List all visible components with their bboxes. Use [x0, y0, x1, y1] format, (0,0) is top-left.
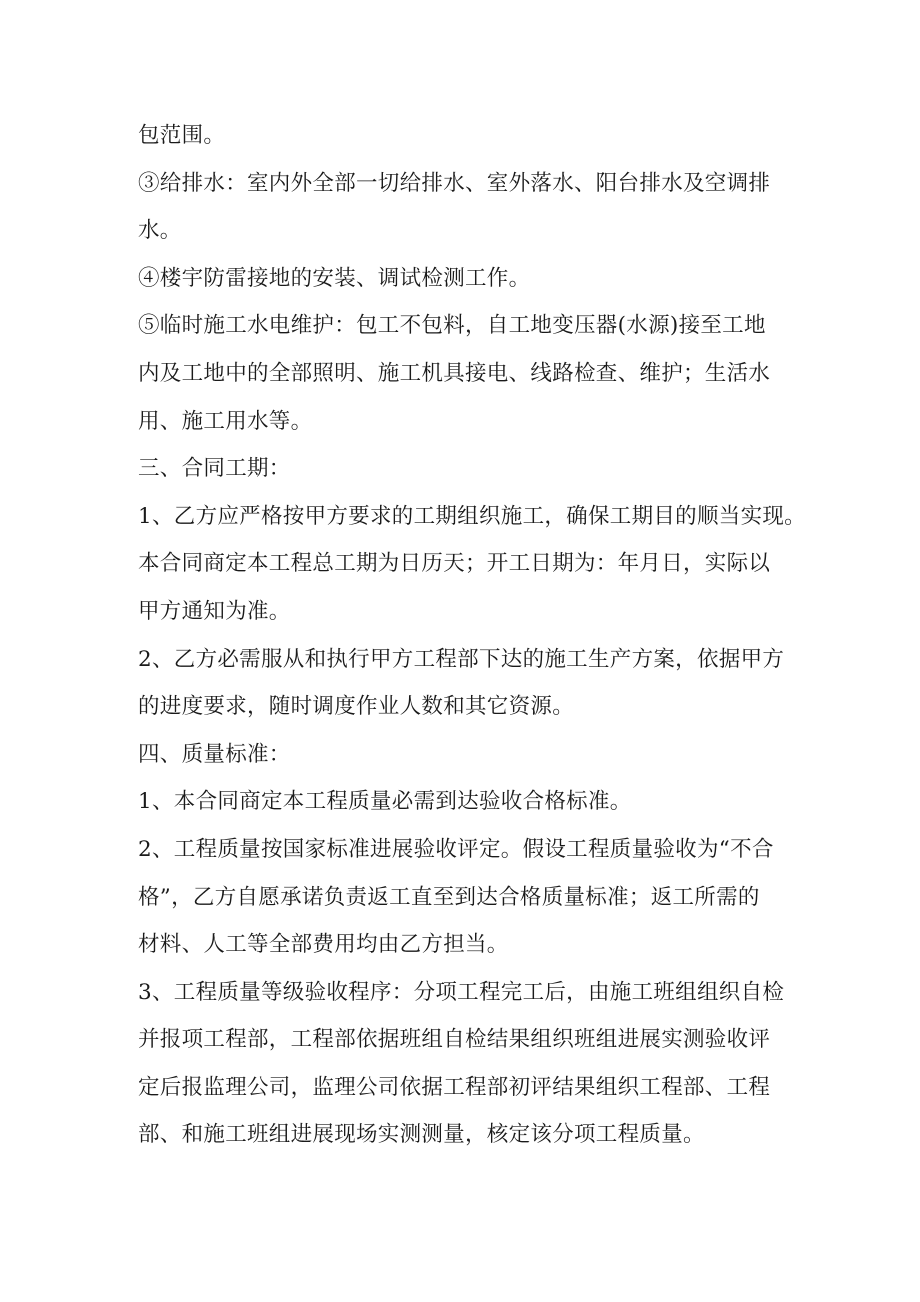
- section-heading: 三、合同工期：: [138, 456, 291, 482]
- text-line: 定后报监理公司，监理公司依据工程部初评结果组织工程部、工程: [138, 1074, 771, 1100]
- text-line: 材料、人工等全部费用均由乙方担当。: [138, 932, 509, 958]
- text-line: 1、本合同商定本工程质量必需到达验收合格标准。: [138, 789, 632, 815]
- text-line: 2、乙方必需服从和执行甲方工程部下达的施工生产方案，依据甲方: [138, 646, 785, 672]
- text-line: 甲方通知为准。: [138, 598, 291, 624]
- text-line: 格”，乙方自愿承诺负责返工直至到达合格质量标准；返工所需的: [138, 884, 760, 910]
- text-line: ③给排水：室内外全部一切给排水、室外落水、阳台排水及空调排: [138, 170, 771, 196]
- text-line: 并报项工程部，工程部依据班组自检结果组织班组进展实测验收评: [138, 1027, 771, 1053]
- section-heading: 四、质量标准：: [138, 741, 291, 767]
- text-line: 内及工地中的全部照明、施工机具接电、线路检查、维护；生活水: [138, 360, 771, 386]
- text-line: 包范围。: [138, 123, 226, 148]
- contract-text-body: [138, 112, 858, 1159]
- text-line: 3、工程质量等级验收程序：分项工程完工后，由施工班组组织自检: [138, 979, 785, 1005]
- text-line: 水。: [138, 218, 182, 244]
- text-line: ④楼宇防雷接地的安装、调试检测工作。: [138, 265, 531, 291]
- text-line: 2、工程质量按国家标准进展验收评定。假设工程质量验收为“不合: [138, 836, 774, 862]
- text-line: 本合同商定本工程总工期为日历天；开工日期为：年月日，实际以: [138, 551, 771, 577]
- text-line: ⑤临时施工水电维护：包工不包料，自工地变压器(水源)接至工地: [138, 313, 766, 339]
- text-line: 的进度要求，随时调度作业人数和其它资源。: [138, 694, 575, 720]
- text-line: 用、施工用水等。: [138, 408, 313, 434]
- text-line: 1、乙方应严格按甲方要求的工期组织施工，确保工期目的顺当实现。: [138, 503, 806, 529]
- text-line: 部、和施工班组进展现场实测测量，核定该分项工程质量。: [138, 1122, 705, 1148]
